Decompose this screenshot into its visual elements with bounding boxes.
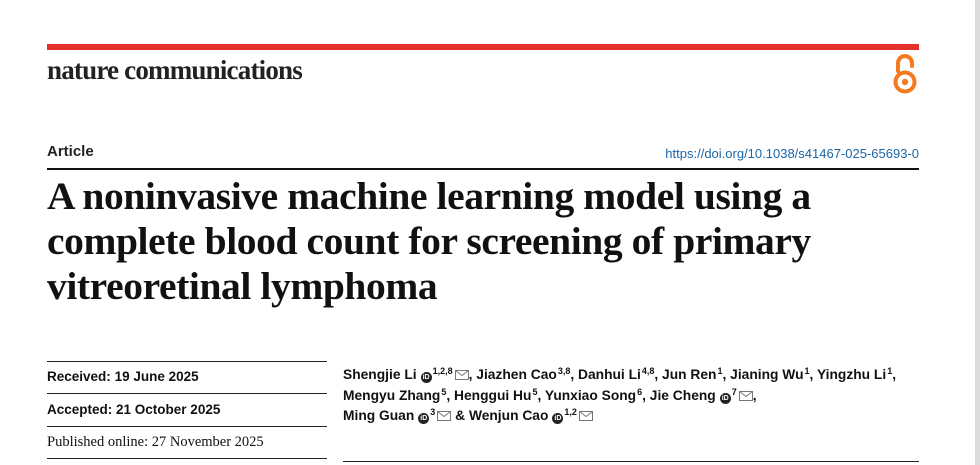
mail-icon[interactable] <box>579 411 593 421</box>
author-name[interactable]: Henggui Hu <box>454 387 532 403</box>
meta-divider <box>47 458 327 459</box>
author-name[interactable]: Jianing Wu <box>730 367 804 382</box>
doi-link[interactable]: https://doi.org/10.1038/s41467-025-65693-0 <box>665 146 919 161</box>
received-label: Received: <box>47 369 111 384</box>
received-value: 19 June 2025 <box>114 369 199 384</box>
author-name[interactable]: Yunxiao Song <box>544 387 637 403</box>
article-type-label: Article <box>47 143 94 160</box>
author-name[interactable]: Wenjun Cao <box>468 408 549 423</box>
author-name[interactable]: Jie Cheng <box>649 387 716 403</box>
author-name[interactable]: Jiazhen Cao <box>476 367 557 382</box>
journal-accent-bar <box>47 44 919 50</box>
orcid-icon[interactable]: iD <box>721 394 729 402</box>
author-affiliation[interactable]: 5 <box>532 386 538 397</box>
author-affiliation[interactable]: 1,2 <box>564 407 577 417</box>
author-affiliation[interactable]: 4,8 <box>641 366 655 376</box>
window-edge <box>975 0 980 465</box>
received-date <box>47 369 199 384</box>
author-affiliation[interactable]: 1,2,8 <box>432 366 453 376</box>
author-affiliation[interactable]: 3 <box>430 407 436 417</box>
author-list: Shengjie Li iD$^{1,2,8}$ , Jiazhen Cao$^{3,8}$, Danhui Li$^{4,8}$, Jun Ren$^1$, Jianing Wu$^1$, Yingzhu Li$^1$, Mengyu Zhang$^5$, Henggui Hu$^5$, Yunxiao Song$^6$, Jie Cheng $iD^7$ , Ming Guan $iD^3$ & Wenjun Cao iD$^{1,2}$ <box>343 366 897 423</box>
header-rule <box>47 168 919 170</box>
author-affiliation[interactable]: 3,8 <box>557 366 571 376</box>
published-label: Published online: <box>47 434 149 450</box>
author-affiliation[interactable]: 1 <box>887 366 893 376</box>
author-name[interactable]: Danhui Li <box>578 367 641 382</box>
accepted-label: Accepted: <box>47 402 113 417</box>
orcid-icon[interactable]: iD <box>422 374 430 381</box>
published-value: 27 November 2025 <box>151 434 264 450</box>
author-name[interactable]: Mengyu Zhang <box>343 387 441 403</box>
author-affiliation[interactable]: 5 <box>441 386 447 397</box>
meta-divider <box>47 426 327 427</box>
author-affiliation[interactable]: 1 <box>717 366 723 376</box>
meta-divider <box>47 361 327 362</box>
mail-icon[interactable] <box>739 391 753 401</box>
authors-divider <box>343 461 919 462</box>
meta-divider <box>47 393 327 394</box>
article-title: A noninvasive machine learning model using a complete blood count for screening of primary vitreoretinal lymphoma <box>47 174 811 308</box>
journal-name[interactable]: nature communications <box>47 55 302 85</box>
author-affiliation[interactable]: 7 <box>731 386 737 397</box>
author-name[interactable]: Yingzhu Li <box>816 367 887 382</box>
accepted-date <box>47 402 220 417</box>
author-name[interactable]: Shengjie Li <box>343 367 417 382</box>
mail-icon[interactable] <box>437 411 451 421</box>
mail-icon[interactable] <box>455 370 469 380</box>
orcid-icon[interactable]: iD <box>554 415 562 422</box>
author-affiliation[interactable]: 1 <box>804 366 810 376</box>
author-name[interactable]: Jun Ren <box>662 367 717 382</box>
orcid-icon[interactable]: iD <box>420 415 428 422</box>
accepted-value: 21 October 2025 <box>116 402 221 417</box>
published-date <box>47 434 264 451</box>
author-affiliation[interactable]: 6 <box>637 386 643 397</box>
open-access-icon <box>890 53 920 95</box>
author-name[interactable]: Ming Guan <box>343 408 415 423</box>
